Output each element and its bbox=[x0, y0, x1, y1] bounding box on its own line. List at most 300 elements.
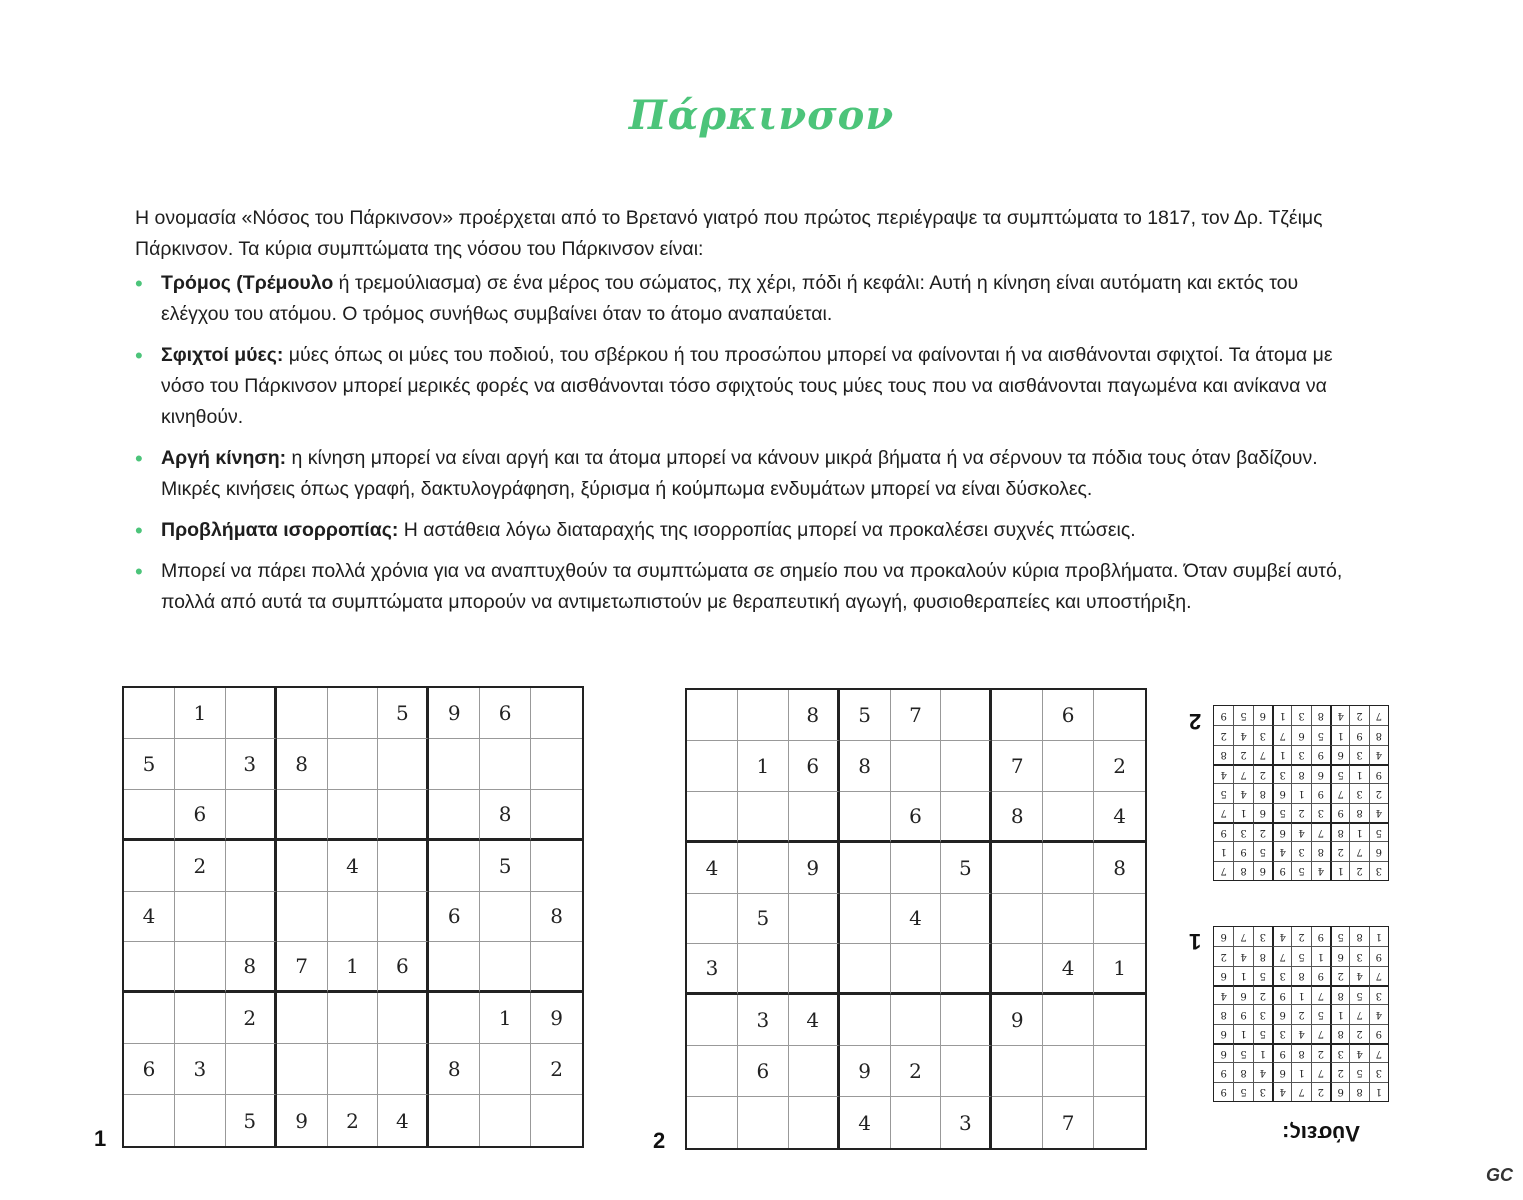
sudoku-cell: 5 bbox=[1291, 946, 1310, 965]
sudoku-cell[interactable] bbox=[531, 1095, 582, 1146]
sudoku-cell: 2 bbox=[1291, 803, 1310, 822]
sudoku-cell[interactable] bbox=[226, 688, 277, 739]
sudoku-cell[interactable] bbox=[1043, 995, 1094, 1046]
sudoku-cell[interactable] bbox=[840, 792, 891, 843]
sudoku-cell[interactable] bbox=[378, 841, 429, 892]
sudoku-cell: 9 bbox=[1311, 745, 1330, 764]
sudoku-cell[interactable] bbox=[1094, 1097, 1145, 1148]
sudoku-cell: 9 bbox=[1214, 1082, 1233, 1101]
sudoku-cell: 9 bbox=[1330, 803, 1349, 822]
sudoku-cell: 8 bbox=[1291, 966, 1310, 985]
sudoku-cell[interactable] bbox=[429, 739, 480, 790]
sudoku-cell[interactable] bbox=[891, 1097, 942, 1148]
sudoku-cell: 5 bbox=[1369, 822, 1388, 841]
item-text: η κίνηση μπορεί να είναι αργή και τα άτομα μπορεί να κάνουν μικρά βήματα ή να σέρνουν τα πόδια τους όταν βαδίζουν. Μικρές κινήσεις όπως γραφή, δακτυλογράφηση, ξύρισμα ή κούμπωμα ενδυμάτων μπορεί να είναι δύσκολες. bbox=[161, 447, 1318, 500]
sudoku-cell: 6 bbox=[1214, 1043, 1233, 1062]
sudoku-cell: 6 bbox=[1233, 985, 1252, 1004]
sudoku-cell[interactable] bbox=[378, 993, 429, 1044]
sudoku-cell: 5 bbox=[1311, 725, 1330, 744]
symptom-list bbox=[135, 268, 1370, 628]
bullet-icon: • bbox=[135, 343, 143, 368]
sudoku-cell: 3 bbox=[1272, 1024, 1291, 1043]
sudoku-cell: 2 bbox=[1349, 1024, 1368, 1043]
sudoku-cell: 7 bbox=[1291, 1082, 1310, 1101]
sudoku-cell: 9 bbox=[1349, 725, 1368, 744]
sudoku-cell: 6 bbox=[1272, 1004, 1291, 1023]
item-text: ή τρεμούλιασμα) σε ένα μέρος του σώματος, πχ χέρι, πόδι ή κεφάλι: Αυτή η κίνηση είναι αυτόματη και εκτός του ελέγχου του ατόμου. Ο τρόμος συνήθως συμβαίνει όταν το άτομο αναπαύεται. bbox=[161, 272, 1299, 325]
sudoku-cell[interactable] bbox=[687, 792, 738, 843]
sudoku-cell: 8 bbox=[1253, 783, 1272, 802]
sudoku-cell: 9 bbox=[1311, 966, 1330, 985]
sudoku-cell: 7 bbox=[1330, 783, 1349, 802]
sudoku-cell: 2 bbox=[1291, 927, 1310, 946]
sudoku-cell: 9 bbox=[789, 843, 840, 894]
sudoku-cell: 2 bbox=[1330, 1062, 1349, 1081]
sudoku-cell: 9 bbox=[1369, 1024, 1388, 1043]
sudoku-cell: 6 bbox=[1311, 764, 1330, 783]
page-title: Πάρκινσον bbox=[628, 92, 895, 139]
sudoku-cell: 8 bbox=[1094, 843, 1145, 894]
sudoku-cell: 9 bbox=[1272, 1043, 1291, 1062]
sudoku-cell: 4 bbox=[1291, 822, 1310, 841]
sudoku-cell[interactable] bbox=[1094, 995, 1145, 1046]
sudoku-cell: 8 bbox=[226, 942, 277, 993]
sudoku-cell: 3 bbox=[1253, 1082, 1272, 1101]
sudoku-cell[interactable] bbox=[738, 944, 789, 995]
sudoku-cell: 9 bbox=[1214, 1062, 1233, 1081]
sudoku-cell: 2 bbox=[1369, 783, 1388, 802]
sudoku-cell[interactable] bbox=[480, 1095, 531, 1146]
sudoku-cell: 7 bbox=[1272, 725, 1291, 744]
sudoku-cell: 1 bbox=[1349, 822, 1368, 841]
sudoku-cell[interactable] bbox=[429, 1095, 480, 1146]
sudoku-cell: 9 bbox=[1233, 1004, 1252, 1023]
sudoku-cell: 7 bbox=[1272, 946, 1291, 965]
sudoku-cell[interactable] bbox=[378, 739, 429, 790]
sudoku-cell: 3 bbox=[1291, 745, 1310, 764]
sudoku-cell: 1 bbox=[1369, 1082, 1388, 1101]
sudoku-cell: 5 bbox=[378, 688, 429, 739]
sudoku-cell[interactable] bbox=[429, 841, 480, 892]
bullet-icon: • bbox=[135, 446, 143, 471]
sudoku-cell: 6 bbox=[1291, 725, 1310, 744]
sudoku-cell: 6 bbox=[1253, 706, 1272, 725]
sudoku-cell: 2 bbox=[1214, 946, 1233, 965]
sudoku-cell: 3 bbox=[1272, 966, 1291, 985]
sudoku-cell: 7 bbox=[1233, 764, 1252, 783]
sudoku-cell: 6 bbox=[1214, 966, 1233, 985]
sudoku-cell: 1 bbox=[1233, 803, 1252, 822]
sudoku-cell[interactable] bbox=[124, 993, 175, 1044]
sudoku-cell: 4 bbox=[1369, 745, 1388, 764]
sudoku-cell: 9 bbox=[1272, 985, 1291, 1004]
sudoku-cell: 2 bbox=[175, 841, 226, 892]
sudoku-cell[interactable] bbox=[789, 894, 840, 945]
sudoku-cell[interactable] bbox=[738, 690, 789, 741]
sudoku-cell: 1 bbox=[175, 688, 226, 739]
sudoku-cell[interactable] bbox=[687, 690, 738, 741]
sudoku-cell: 7 bbox=[1253, 745, 1272, 764]
sudoku-cell[interactable] bbox=[687, 1097, 738, 1148]
sudoku-cell: 8 bbox=[789, 690, 840, 741]
sudoku-cell: 4 bbox=[1233, 725, 1252, 744]
sudoku-cell: 4 bbox=[1369, 803, 1388, 822]
sudoku-cell: 8 bbox=[1291, 1043, 1310, 1062]
sudoku-cell: 3 bbox=[1311, 803, 1330, 822]
sudoku-cell[interactable] bbox=[175, 942, 226, 993]
sudoku-cell: 4 bbox=[1253, 1062, 1272, 1081]
sudoku-cell: 6 bbox=[1369, 841, 1388, 860]
solution-grid-2 bbox=[1213, 705, 1389, 881]
sudoku-cell: 6 bbox=[738, 1046, 789, 1097]
sudoku-cell: 8 bbox=[1291, 764, 1310, 783]
sudoku-cell: 8 bbox=[1214, 745, 1233, 764]
sudoku-cell[interactable] bbox=[226, 841, 277, 892]
sudoku-cell[interactable] bbox=[1043, 792, 1094, 843]
sudoku-cell: 1 bbox=[1330, 725, 1349, 744]
sudoku-cell: 7 bbox=[1369, 706, 1388, 725]
sudoku-cell: 6 bbox=[1330, 946, 1349, 965]
sudoku-cell[interactable] bbox=[531, 790, 582, 841]
sudoku-cell[interactable] bbox=[687, 741, 738, 792]
sudoku-cell[interactable] bbox=[429, 993, 480, 1044]
sudoku-cell: 5 bbox=[1349, 1062, 1368, 1081]
sudoku-cell: 1 bbox=[1291, 985, 1310, 1004]
sudoku-cell: 8 bbox=[1253, 946, 1272, 965]
item-text: Μπορεί να πάρει πολλά χρόνια για να αναπτυχθούν τα συμπτώματα σε σημείο που να προκαλούν κύρια προβλήματα. Όταν συμβεί αυτό, πολλά από αυτά τα συμπτώματα μπορούν να αντιμετωπιστούν με θεραπευτική αγωγή, φυσιοθεραπείες και υποστήριξη. bbox=[161, 560, 1343, 613]
sudoku-cell: 8 bbox=[1349, 1082, 1368, 1101]
sudoku-cell: 7 bbox=[1311, 985, 1330, 1004]
bullet-icon: • bbox=[135, 518, 143, 543]
sudoku-cell[interactable] bbox=[1043, 843, 1094, 894]
sudoku-cell[interactable] bbox=[840, 843, 891, 894]
sudoku-cell[interactable] bbox=[1043, 894, 1094, 945]
sudoku-cell: 5 bbox=[1330, 927, 1349, 946]
sudoku-cell[interactable] bbox=[687, 995, 738, 1046]
sudoku-cell: 8 bbox=[480, 790, 531, 841]
sudoku-cell[interactable] bbox=[891, 843, 942, 894]
sudoku-cell[interactable] bbox=[480, 942, 531, 993]
sudoku-cell[interactable] bbox=[531, 942, 582, 993]
sudoku-cell: 5 bbox=[1253, 841, 1272, 860]
sudoku-cell[interactable] bbox=[992, 843, 1043, 894]
intro-paragraph: Η ονομασία «Νόσος του Πάρκινσον» προέρχεται από το Βρετανό γιατρό που πρώτος περιέγραψε τα συμπτώματα το 1817, τον Δρ. Τζέιμς Πάρκινσον. Τα κύρια συμπτώματα της νόσου του Πάρκινσον είναι: bbox=[135, 207, 1323, 260]
sudoku-cell: 4 bbox=[378, 1095, 429, 1146]
sudoku-cell[interactable] bbox=[328, 739, 379, 790]
bullet-icon: • bbox=[135, 271, 143, 296]
sudoku-cell[interactable] bbox=[124, 790, 175, 841]
sudoku-cell[interactable] bbox=[992, 944, 1043, 995]
sudoku-cell[interactable] bbox=[941, 741, 992, 792]
sudoku-cell[interactable] bbox=[124, 841, 175, 892]
list-item bbox=[135, 515, 1370, 546]
sudoku-cell: 2 bbox=[1349, 706, 1368, 725]
sudoku-cell: 5 bbox=[1214, 783, 1233, 802]
sudoku-cell[interactable] bbox=[738, 843, 789, 894]
sudoku-cell[interactable] bbox=[738, 1097, 789, 1148]
sudoku-cell: 4 bbox=[1369, 1004, 1388, 1023]
sudoku-cell: 7 bbox=[1214, 861, 1233, 880]
sudoku-cell: 2 bbox=[1311, 1082, 1330, 1101]
sudoku-cell[interactable] bbox=[124, 688, 175, 739]
sudoku-cell: 1 bbox=[738, 741, 789, 792]
list-item bbox=[135, 340, 1370, 433]
sudoku-cell[interactable] bbox=[480, 892, 531, 943]
solutions-label: Λύσεις: bbox=[1282, 1121, 1360, 1146]
puzzle-number-2: 2 bbox=[653, 1128, 666, 1153]
sudoku-cell[interactable] bbox=[124, 942, 175, 993]
bullet-icon: • bbox=[135, 559, 143, 584]
solution-grid-1 bbox=[1213, 926, 1389, 1102]
sudoku-cell[interactable] bbox=[840, 995, 891, 1046]
sudoku-cell: 7 bbox=[1214, 803, 1233, 822]
sudoku-cell: 9 bbox=[1233, 841, 1252, 860]
item-text: μύες όπως οι μύες του ποδιού, του σβέρκου ή του προσώπου μπορεί να φαίνονται ή να αισθάνονται σφιχτοί. Τα άτομα με νόσο του Πάρκινσον μπορεί μερικές φορές να αισθάνονται τόσο σφιχτούς τους μύες τους που να αισθάνονται παγωμένα και ανίκανα να κινηθούν. bbox=[161, 344, 1333, 428]
sudoku-cell[interactable] bbox=[1094, 894, 1145, 945]
sudoku-cell[interactable] bbox=[992, 1046, 1043, 1097]
sudoku-cell: 4 bbox=[1043, 944, 1094, 995]
sudoku-cell: 2 bbox=[1291, 1004, 1310, 1023]
sudoku-cell: 9 bbox=[840, 1046, 891, 1097]
sudoku-cell: 1 bbox=[1233, 1024, 1252, 1043]
sudoku-cell: 9 bbox=[277, 1095, 328, 1146]
sudoku-cell: 6 bbox=[1043, 690, 1094, 741]
sudoku-cell[interactable] bbox=[1094, 1046, 1145, 1097]
sudoku-cell: 6 bbox=[1253, 803, 1272, 822]
sudoku-cell: 3 bbox=[1330, 1043, 1349, 1062]
sudoku-cell: 1 bbox=[1253, 1043, 1272, 1062]
sudoku-cell[interactable] bbox=[277, 688, 328, 739]
sudoku-cell[interactable] bbox=[277, 1044, 328, 1095]
sudoku-cell[interactable] bbox=[175, 892, 226, 943]
sudoku-cell[interactable] bbox=[891, 944, 942, 995]
sudoku-cell: 3 bbox=[226, 739, 277, 790]
sudoku-cell[interactable] bbox=[992, 894, 1043, 945]
item-heading: Τρόμος (Τρέμουλο bbox=[161, 272, 334, 294]
sudoku-cell: 1 bbox=[1330, 861, 1349, 880]
sudoku-cell[interactable] bbox=[531, 688, 582, 739]
sudoku-cell[interactable] bbox=[378, 892, 429, 943]
list-item bbox=[135, 268, 1370, 330]
watermark-logo: GC bbox=[1486, 1165, 1513, 1185]
sudoku-cell: 7 bbox=[891, 690, 942, 741]
sudoku-cell: 5 bbox=[738, 894, 789, 945]
sudoku-cell: 3 bbox=[1253, 927, 1272, 946]
sudoku-cell: 7 bbox=[1043, 1097, 1094, 1148]
sudoku-cell: 1 bbox=[1094, 944, 1145, 995]
sudoku-cell: 9 bbox=[1311, 783, 1330, 802]
sudoku-cell: 8 bbox=[1330, 1024, 1349, 1043]
sudoku-cell[interactable] bbox=[789, 1097, 840, 1148]
sudoku-cell: 8 bbox=[1330, 822, 1349, 841]
sudoku-cell: 4 bbox=[1233, 783, 1252, 802]
sudoku-cell: 7 bbox=[1369, 1043, 1388, 1062]
sudoku-cell[interactable] bbox=[941, 894, 992, 945]
sudoku-cell: 2 bbox=[226, 993, 277, 1044]
sudoku-cell: 6 bbox=[175, 790, 226, 841]
sudoku-cell: 2 bbox=[891, 1046, 942, 1097]
sudoku-cell[interactable] bbox=[789, 792, 840, 843]
sudoku-cell: 2 bbox=[1330, 966, 1349, 985]
sudoku-cell[interactable] bbox=[531, 841, 582, 892]
sudoku-cell: 2 bbox=[1094, 741, 1145, 792]
sudoku-cell: 6 bbox=[480, 688, 531, 739]
sudoku-cell[interactable] bbox=[175, 993, 226, 1044]
item-text: Η αστάθεια λόγω διαταραχής της ισορροπίας μπορεί να προκαλέσει συχνές πτώσεις. bbox=[398, 519, 1136, 541]
sudoku-cell: 1 bbox=[1369, 927, 1388, 946]
sudoku-cell: 6 bbox=[789, 741, 840, 792]
sudoku-cell: 9 bbox=[531, 993, 582, 1044]
sudoku-cell: 7 bbox=[1233, 927, 1252, 946]
sudoku-cell: 5 bbox=[124, 739, 175, 790]
sudoku-cell: 4 bbox=[891, 894, 942, 945]
sudoku-cell[interactable] bbox=[429, 790, 480, 841]
sudoku-cell[interactable] bbox=[531, 739, 582, 790]
sudoku-grid-1[interactable] bbox=[122, 686, 584, 1148]
sudoku-cell[interactable] bbox=[941, 690, 992, 741]
sudoku-cell[interactable] bbox=[328, 790, 379, 841]
sudoku-cell: 1 bbox=[1330, 1004, 1349, 1023]
sudoku-cell: 7 bbox=[1311, 1024, 1330, 1043]
sudoku-cell[interactable] bbox=[277, 790, 328, 841]
sudoku-cell: 4 bbox=[124, 892, 175, 943]
sudoku-cell[interactable] bbox=[480, 739, 531, 790]
sudoku-cell: 5 bbox=[1272, 803, 1291, 822]
sudoku-cell[interactable] bbox=[328, 892, 379, 943]
sudoku-cell: 2 bbox=[328, 1095, 379, 1146]
sudoku-cell: 9 bbox=[992, 995, 1043, 1046]
sudoku-cell[interactable] bbox=[124, 1095, 175, 1146]
sudoku-cell[interactable] bbox=[941, 995, 992, 1046]
sudoku-cell[interactable] bbox=[226, 1044, 277, 1095]
sudoku-cell[interactable] bbox=[1043, 1046, 1094, 1097]
sudoku-cell: 7 bbox=[1349, 841, 1368, 860]
sudoku-cell: 1 bbox=[480, 993, 531, 1044]
sudoku-cell: 3 bbox=[1291, 706, 1310, 725]
sudoku-cell[interactable] bbox=[226, 790, 277, 841]
sudoku-cell[interactable] bbox=[687, 894, 738, 945]
sudoku-cell: 5 bbox=[840, 690, 891, 741]
sudoku-cell: 3 bbox=[941, 1097, 992, 1148]
sudoku-cell: 2 bbox=[1253, 985, 1272, 1004]
sudoku-cell[interactable] bbox=[789, 944, 840, 995]
sudoku-cell: 7 bbox=[277, 942, 328, 993]
sudoku-cell: 1 bbox=[1311, 946, 1330, 965]
sudoku-cell: 4 bbox=[1349, 1043, 1368, 1062]
sudoku-cell: 7 bbox=[1369, 966, 1388, 985]
sudoku-cell: 8 bbox=[1349, 803, 1368, 822]
sudoku-cell: 8 bbox=[1233, 1062, 1252, 1081]
sudoku-cell[interactable] bbox=[429, 942, 480, 993]
sudoku-cell[interactable] bbox=[840, 944, 891, 995]
sudoku-cell: 3 bbox=[738, 995, 789, 1046]
sudoku-cell: 2 bbox=[1253, 764, 1272, 783]
sudoku-cell: 1 bbox=[1272, 745, 1291, 764]
sudoku-cell[interactable] bbox=[378, 790, 429, 841]
sudoku-cell[interactable] bbox=[840, 894, 891, 945]
sudoku-cell[interactable] bbox=[891, 741, 942, 792]
sudoku-cell[interactable] bbox=[891, 995, 942, 1046]
sudoku-cell: 4 bbox=[1311, 861, 1330, 880]
sudoku-cell[interactable] bbox=[941, 792, 992, 843]
sudoku-cell[interactable] bbox=[175, 1095, 226, 1146]
sudoku-cell: 3 bbox=[1349, 783, 1368, 802]
sudoku-cell[interactable] bbox=[328, 1044, 379, 1095]
sudoku-cell: 5 bbox=[480, 841, 531, 892]
sudoku-cell: 9 bbox=[1369, 764, 1388, 783]
sudoku-cell: 6 bbox=[1214, 1024, 1233, 1043]
sudoku-cell[interactable] bbox=[328, 688, 379, 739]
sudoku-cell[interactable] bbox=[738, 792, 789, 843]
sudoku-cell[interactable] bbox=[1043, 741, 1094, 792]
sudoku-cell[interactable] bbox=[1094, 690, 1145, 741]
sudoku-cell: 2 bbox=[1214, 725, 1233, 744]
sudoku-cell[interactable] bbox=[277, 993, 328, 1044]
sudoku-cell: 3 bbox=[175, 1044, 226, 1095]
sudoku-cell: 2 bbox=[1330, 841, 1349, 860]
sudoku-cell[interactable] bbox=[941, 944, 992, 995]
sudoku-cell: 5 bbox=[1349, 985, 1368, 1004]
sudoku-cell: 4 bbox=[1272, 841, 1291, 860]
sudoku-cell: 5 bbox=[1291, 861, 1310, 880]
sudoku-cell[interactable] bbox=[992, 690, 1043, 741]
sudoku-cell[interactable] bbox=[378, 1044, 429, 1095]
sudoku-cell: 7 bbox=[1311, 822, 1330, 841]
sudoku-cell: 6 bbox=[429, 892, 480, 943]
sudoku-cell: 7 bbox=[1349, 1004, 1368, 1023]
sudoku-cell: 4 bbox=[1272, 1082, 1291, 1101]
sudoku-grid-2[interactable] bbox=[685, 688, 1147, 1150]
sudoku-cell[interactable] bbox=[480, 1044, 531, 1095]
sudoku-cell: 1 bbox=[1291, 783, 1310, 802]
sudoku-cell: 1 bbox=[1349, 764, 1368, 783]
sudoku-cell: 2 bbox=[531, 1044, 582, 1095]
sudoku-cell: 8 bbox=[277, 739, 328, 790]
sudoku-cell: 5 bbox=[1253, 966, 1272, 985]
sudoku-cell[interactable] bbox=[175, 739, 226, 790]
sudoku-cell: 9 bbox=[1220, 710, 1227, 722]
sudoku-cell: 1 bbox=[328, 942, 379, 993]
sudoku-cell[interactable] bbox=[687, 1046, 738, 1097]
sudoku-cell: 3 bbox=[1349, 745, 1368, 764]
sudoku-cell[interactable] bbox=[328, 993, 379, 1044]
sudoku-cell: 3 bbox=[1369, 985, 1388, 1004]
sudoku-cell: 9 bbox=[1214, 822, 1233, 841]
sudoku-cell: 7 bbox=[1311, 1062, 1330, 1081]
sudoku-cell[interactable] bbox=[277, 841, 328, 892]
sudoku-cell: 5 bbox=[226, 1095, 277, 1146]
sudoku-cell: 7 bbox=[992, 741, 1043, 792]
item-heading: Αργή κίνηση: bbox=[161, 447, 287, 469]
sudoku-cell: 4 bbox=[1214, 985, 1233, 1004]
sudoku-cell: 8 bbox=[1214, 1004, 1233, 1023]
sudoku-cell: 2 bbox=[1233, 745, 1252, 764]
item-heading: Προβλήματα ισορροπίας: bbox=[161, 519, 399, 541]
sudoku-cell[interactable] bbox=[992, 1097, 1043, 1148]
sudoku-cell: 4 bbox=[1094, 792, 1145, 843]
sudoku-cell[interactable] bbox=[789, 1046, 840, 1097]
sudoku-cell: 2 bbox=[1253, 822, 1272, 841]
sudoku-cell[interactable] bbox=[941, 1046, 992, 1097]
sudoku-cell: 3 bbox=[687, 944, 738, 995]
sudoku-cell: 5 bbox=[1330, 764, 1349, 783]
sudoku-cell: 3 bbox=[1369, 861, 1388, 880]
sudoku-cell[interactable] bbox=[226, 892, 277, 943]
sudoku-cell: 8 bbox=[531, 892, 582, 943]
sudoku-cell: 5 bbox=[941, 843, 992, 894]
sudoku-cell: 4 bbox=[1272, 927, 1291, 946]
sudoku-cell[interactable] bbox=[277, 892, 328, 943]
